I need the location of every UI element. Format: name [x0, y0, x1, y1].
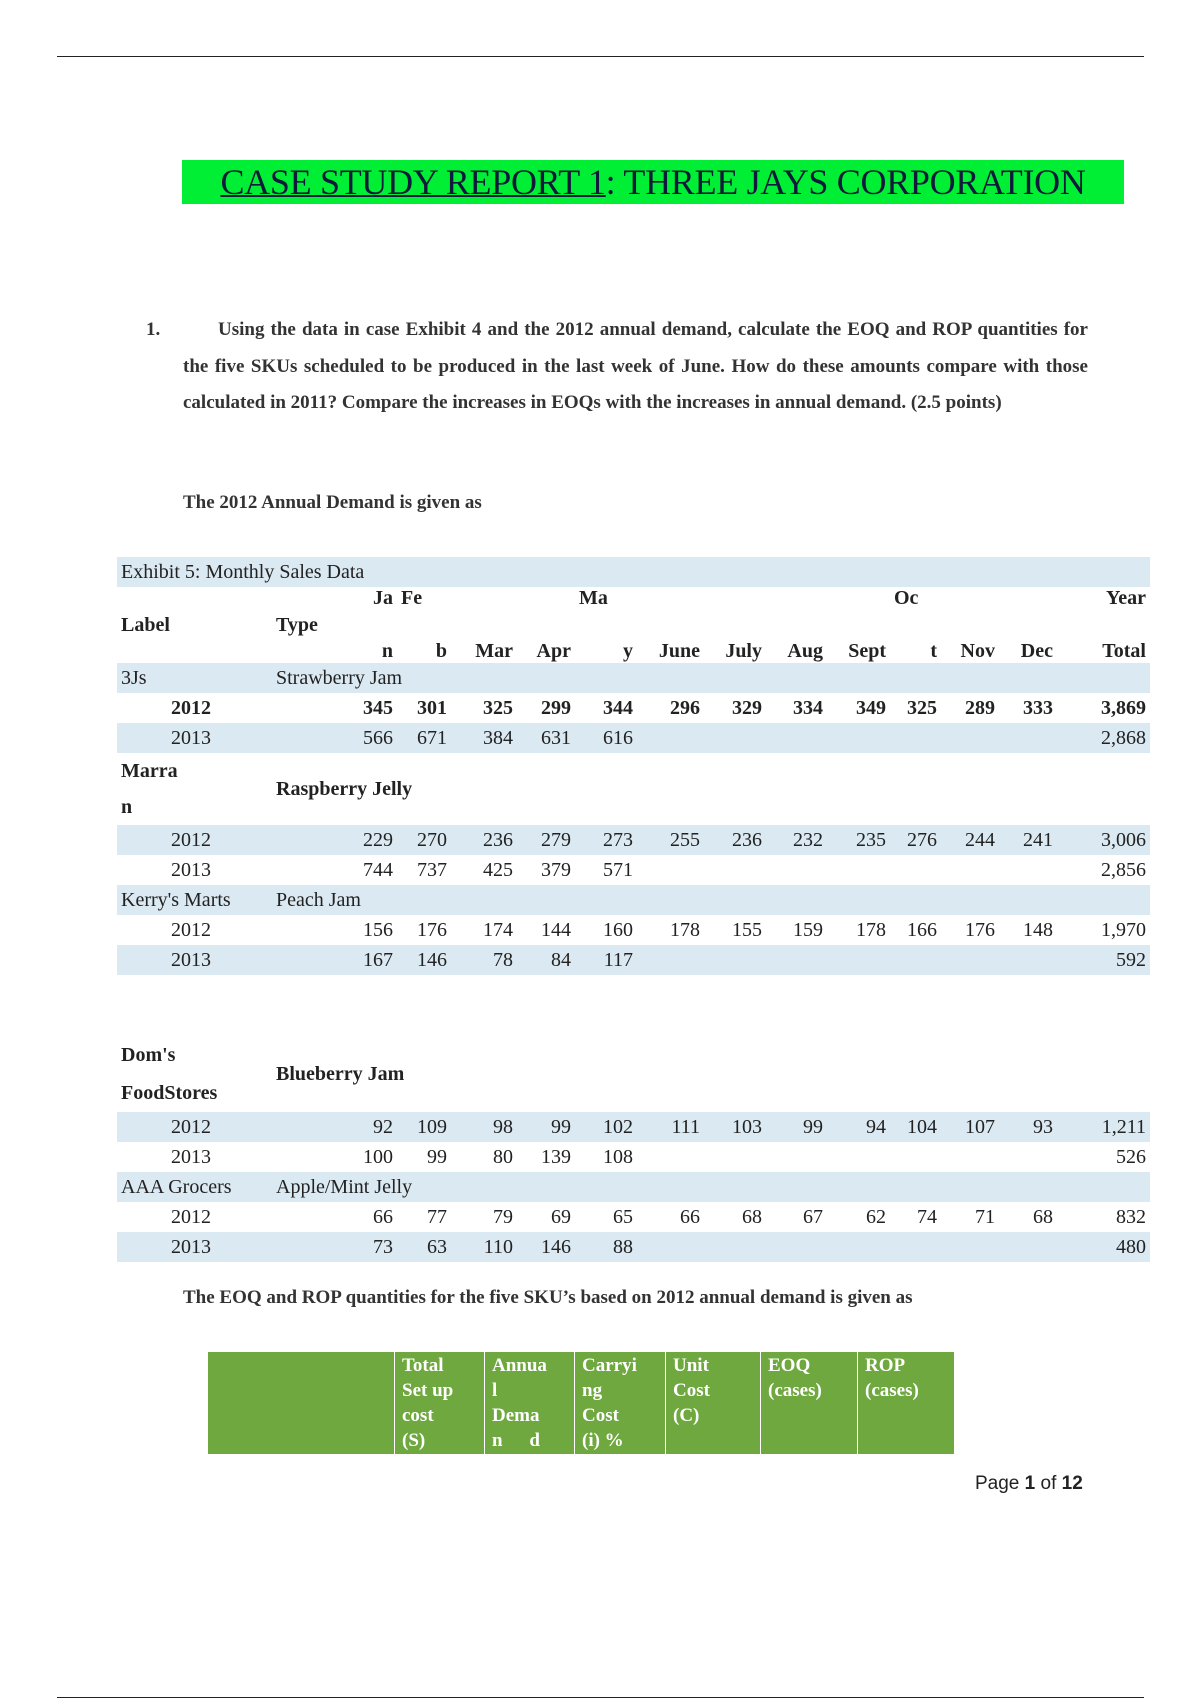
month-value: 159 [793, 918, 823, 941]
month-value: 99 [427, 1145, 447, 1168]
sales-table-part-2 [117, 1036, 1150, 1262]
month-value: 235 [827, 825, 890, 855]
month-value: 63 [397, 1232, 451, 1262]
month-value: 98 [451, 1112, 517, 1142]
month-value: 67 [803, 1205, 823, 1228]
year-total: 592 [1057, 945, 1150, 975]
eoq-header-setup-cost [395, 1352, 485, 1455]
month-value: 144 [541, 918, 571, 941]
header-line: (cases) [768, 1380, 822, 1401]
month-value: 276 [890, 825, 941, 855]
month-value: 110 [451, 1232, 517, 1262]
eoq-header-eoq [761, 1352, 858, 1455]
month-value: 178 [670, 918, 700, 941]
header-apr: Apr [536, 640, 571, 662]
header-line: Dema [492, 1405, 540, 1426]
year-cell: 2013 [117, 723, 272, 753]
eoq-header-unit-cost [666, 1352, 761, 1455]
customer-label: 3Js [117, 663, 272, 693]
customer-label-line: Dom's [121, 1044, 176, 1066]
month-value: 77 [427, 1205, 447, 1228]
month-value: 66 [680, 1205, 700, 1228]
month-value: 92 [352, 1112, 397, 1142]
year-cell: 2013 [117, 945, 272, 975]
month-value: 71 [975, 1205, 995, 1228]
month-value: 104 [890, 1112, 941, 1142]
month-value: 93 [999, 1112, 1057, 1142]
header-type: Type [276, 613, 318, 636]
month-value: 62 [866, 1205, 886, 1228]
month-value: 94 [827, 1112, 890, 1142]
year-total: 480 [1057, 1232, 1150, 1262]
month-value: 325 [907, 696, 937, 719]
header-total-b: Total [1102, 640, 1146, 662]
product-type: Strawberry Jam [272, 663, 1150, 693]
month-value: 68 [1033, 1205, 1053, 1228]
report-title [182, 160, 1124, 204]
year-cell: 2012 [117, 1112, 272, 1142]
header-line: l [492, 1380, 498, 1401]
header-oct-b: t [930, 640, 937, 662]
table-row [117, 693, 1150, 723]
table-row [117, 915, 1150, 945]
group-label-row [117, 1036, 1150, 1112]
month-value: 299 [541, 696, 571, 719]
page-prefix: Page [975, 1473, 1025, 1494]
month-value: 255 [637, 825, 704, 855]
group-label-row [117, 885, 1150, 915]
month-value: 111 [637, 1112, 704, 1142]
year-total: 3,869 [1101, 696, 1146, 719]
eoq-intro-text: The EOQ and ROP quantities for the five SKU’s based on 2012 annual demand is given as [183, 1287, 913, 1308]
header-line: Cost [582, 1405, 619, 1426]
customer-label-line: Marra [121, 760, 178, 782]
year-cell: 2012 [171, 918, 211, 941]
month-value: 160 [603, 918, 633, 941]
header-jan-a: Ja [373, 587, 393, 609]
month-value: 102 [575, 1112, 637, 1142]
month-value: 301 [417, 696, 447, 719]
question-text: Using the data in case Exhibit 4 and the 2012 annual demand, calculate the EOQ and ROP quantities for the five SKUs scheduled to be produced in the last week of June. How do these amounts compare with those calculated in 2011? Compare the increases in EOQs with the increases in annual demand. (2.5 points) [183, 319, 1088, 413]
header-line: Carryi [582, 1355, 637, 1376]
question-number: 1. [146, 319, 161, 340]
month-value: 273 [575, 825, 637, 855]
header-total-a: Year [1106, 587, 1146, 609]
month-value: 566 [352, 723, 397, 753]
month-value: 73 [352, 1232, 397, 1262]
table-row [117, 1142, 1150, 1172]
page-of: of [1035, 1473, 1062, 1494]
month-value: 65 [613, 1205, 633, 1228]
table-row [117, 1202, 1150, 1232]
header-may-a: Ma [579, 587, 608, 609]
eoq-header-annual-demand [485, 1352, 575, 1455]
header-jan-b: n [381, 640, 393, 662]
header-july: July [725, 640, 762, 662]
page-current: 1 [1024, 1473, 1036, 1494]
title-underlined-part: CASE STUDY REPORT 1 [220, 162, 606, 202]
month-value: 155 [732, 918, 762, 941]
month-value: 84 [517, 945, 575, 975]
eoq-header-carrying-cost [575, 1352, 666, 1455]
month-value: 174 [483, 918, 513, 941]
month-value: 109 [397, 1112, 451, 1142]
header-line: Unit [673, 1355, 709, 1376]
month-value: 66 [373, 1205, 393, 1228]
table-row [117, 1112, 1150, 1142]
customer-label: Kerry's Marts [117, 885, 272, 915]
month-value: 425 [483, 858, 513, 881]
header-rule [57, 56, 1144, 57]
month-value: 329 [732, 696, 762, 719]
page-number [975, 1473, 1083, 1495]
month-value: 384 [451, 723, 517, 753]
header-dec: Dec [1020, 640, 1053, 662]
year-total: 1,970 [1101, 918, 1146, 941]
month-value: 68 [742, 1205, 762, 1228]
table-row [117, 825, 1150, 855]
month-value: 737 [417, 858, 447, 881]
header-mar: Mar [475, 640, 513, 662]
header-feb-a: Fe [401, 587, 423, 609]
table-row [117, 855, 1150, 885]
group-label-row [117, 753, 1150, 825]
eoq-header-blank [208, 1352, 395, 1455]
month-value: 344 [603, 696, 633, 719]
year-total: 832 [1116, 1205, 1146, 1228]
month-value: 229 [352, 825, 397, 855]
year-total: 3,006 [1057, 825, 1150, 855]
month-value: 334 [793, 696, 823, 719]
month-value: 100 [363, 1145, 393, 1168]
customer-label [117, 753, 272, 825]
eoq-header-row [208, 1352, 955, 1455]
month-value: 241 [999, 825, 1057, 855]
year-cell: 2013 [171, 1145, 211, 1168]
month-value: 166 [907, 918, 937, 941]
header-line: (cases) [865, 1380, 919, 1401]
product-type: Apple/Mint Jelly [272, 1172, 1150, 1202]
header-line: (C) [673, 1405, 700, 1426]
month-value: 99 [766, 1112, 827, 1142]
month-value: 88 [575, 1232, 637, 1262]
month-value: 178 [856, 918, 886, 941]
table-row [117, 723, 1150, 753]
header-line: Set up [402, 1380, 454, 1401]
header-line: ROP [865, 1355, 906, 1376]
sales-table-part-1 [117, 557, 1150, 975]
header-line: n d [492, 1430, 540, 1451]
month-value: 244 [941, 825, 999, 855]
month-value: 78 [451, 945, 517, 975]
month-value: 631 [517, 723, 575, 753]
footer-rule [57, 1697, 1144, 1698]
month-value: 167 [352, 945, 397, 975]
month-value: 345 [363, 696, 393, 719]
year-cell: 2013 [117, 1232, 272, 1262]
header-may-b: y [623, 640, 633, 662]
month-value: 80 [493, 1145, 513, 1168]
month-value: 744 [363, 858, 393, 881]
header-line: (S) [402, 1430, 426, 1451]
month-value: 103 [704, 1112, 766, 1142]
year-total: 2,856 [1101, 858, 1146, 881]
month-value: 107 [941, 1112, 999, 1142]
month-value: 349 [856, 696, 886, 719]
header-line: Annua [492, 1355, 547, 1376]
product-type: Peach Jam [272, 885, 1150, 915]
customer-label-line: n [121, 796, 133, 818]
group-label-row [117, 1172, 1150, 1202]
eoq-rop-table [207, 1351, 955, 1455]
customer-label [117, 1036, 272, 1112]
year-total: 2,868 [1057, 723, 1150, 753]
month-value: 289 [965, 696, 995, 719]
month-value: 108 [603, 1145, 633, 1168]
month-value: 232 [766, 825, 827, 855]
header-aug: Aug [787, 640, 823, 662]
month-value: 236 [451, 825, 517, 855]
header-nov: Nov [960, 640, 995, 662]
month-value: 270 [397, 825, 451, 855]
customer-label-line: FoodStores [121, 1082, 218, 1104]
month-value: 74 [917, 1205, 937, 1228]
month-value: 146 [517, 1232, 575, 1262]
month-value: 117 [575, 945, 637, 975]
table-row [117, 945, 1150, 975]
customer-label: AAA Grocers [117, 1172, 272, 1202]
month-value: 379 [541, 858, 571, 881]
month-value: 571 [603, 858, 633, 881]
month-value: 79 [493, 1205, 513, 1228]
header-line: (i) % [582, 1430, 624, 1451]
month-value: 296 [670, 696, 700, 719]
question-1 [146, 312, 1088, 422]
month-value: 148 [1023, 918, 1053, 941]
month-value: 279 [517, 825, 575, 855]
month-value: 333 [1023, 696, 1053, 719]
month-value: 99 [517, 1112, 575, 1142]
header-feb-b: b [435, 640, 447, 662]
year-cell: 2013 [171, 858, 211, 881]
month-value: 176 [417, 918, 447, 941]
header-line: Cost [673, 1380, 710, 1401]
month-value: 236 [704, 825, 766, 855]
exhibit-caption: Exhibit 5: Monthly Sales Data [117, 557, 1150, 587]
group-label-row [117, 663, 1150, 693]
page-total: 12 [1061, 1473, 1083, 1494]
header-line: Total [402, 1355, 444, 1376]
month-value: 325 [483, 696, 513, 719]
year-total: 1,211 [1057, 1112, 1150, 1142]
product-type: Blueberry Jam [276, 1062, 405, 1085]
header-line: ng [582, 1380, 603, 1401]
header-label: Label [121, 613, 170, 636]
header-oct-a: Oc [894, 587, 919, 609]
year-total: 526 [1116, 1145, 1146, 1168]
month-value: 176 [965, 918, 995, 941]
header-june: June [658, 640, 700, 662]
product-type: Raspberry Jelly [276, 777, 413, 800]
year-cell: 2012 [171, 1205, 211, 1228]
header-sept: Sept [848, 640, 886, 662]
month-value: 671 [397, 723, 451, 753]
year-cell: 2012 [117, 825, 272, 855]
title-rest: : THREE JAYS CORPORATION [605, 162, 1086, 202]
header-line: cost [402, 1405, 434, 1426]
month-value: 69 [551, 1205, 571, 1228]
month-value: 616 [575, 723, 637, 753]
year-cell: 2012 [171, 696, 211, 719]
header-line: EOQ [768, 1355, 811, 1376]
eoq-header-rop [858, 1352, 955, 1455]
table-row [117, 1232, 1150, 1262]
month-value: 156 [363, 918, 393, 941]
intro-text: The 2012 Annual Demand is given as [183, 492, 482, 513]
month-value: 146 [397, 945, 451, 975]
month-value: 139 [541, 1145, 571, 1168]
